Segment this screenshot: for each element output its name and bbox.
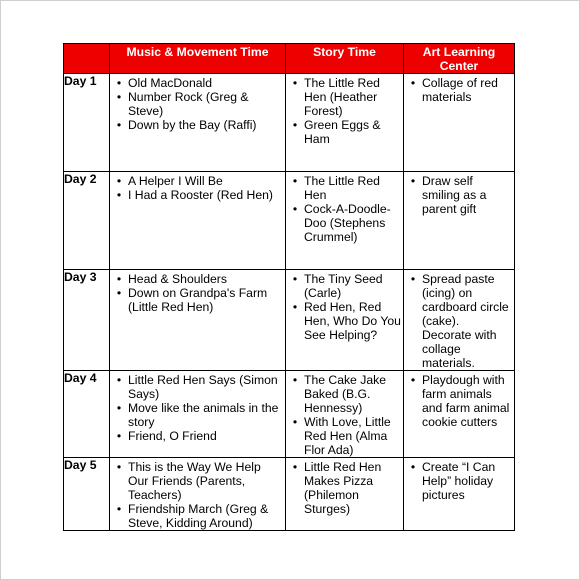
list-item xyxy=(114,90,283,118)
bullet-icon: • xyxy=(116,188,122,202)
bullet-icon: • xyxy=(116,401,122,415)
table-row xyxy=(64,371,515,458)
story-time-cell xyxy=(286,458,404,531)
music-movement-cell xyxy=(110,172,286,270)
art-learning-cell xyxy=(404,270,515,371)
list-item-text: Create “I Can Help” holiday pictures xyxy=(422,460,496,502)
bullet-list xyxy=(286,371,403,457)
bullet-list xyxy=(404,172,514,216)
bullet-list xyxy=(110,458,285,530)
list-item xyxy=(408,174,512,216)
table-body xyxy=(64,74,515,531)
bullet-icon: • xyxy=(116,502,122,516)
bullet-icon: • xyxy=(292,174,298,188)
story-time-cell xyxy=(286,172,404,270)
art-learning-cell xyxy=(404,172,515,270)
bullet-icon: • xyxy=(116,174,122,188)
bullet-icon: • xyxy=(410,174,416,188)
list-item xyxy=(290,300,401,342)
list-item xyxy=(114,272,283,286)
bullet-icon: • xyxy=(292,272,298,286)
list-item xyxy=(114,373,283,401)
bullet-list xyxy=(404,74,514,104)
day-label: Day 5 xyxy=(64,458,110,531)
bullet-icon: • xyxy=(292,118,298,132)
bullet-list xyxy=(286,270,403,342)
bullet-icon: • xyxy=(116,373,122,387)
list-item-text: Friend, O Friend xyxy=(128,429,217,443)
list-item xyxy=(290,76,401,118)
bullet-list xyxy=(404,270,514,370)
list-item-text: Collage of red materials xyxy=(422,76,498,104)
list-item-text: The Cake Jake Baked (B.G. Hennessy) xyxy=(304,373,386,415)
list-item xyxy=(114,286,283,314)
list-item-text: Down on Grandpa's Farm (Little Red Hen) xyxy=(128,286,268,314)
bullet-list xyxy=(286,74,403,146)
story-time-cell xyxy=(286,371,404,458)
list-item xyxy=(408,373,512,429)
list-item-text: Down by the Bay (Raffi) xyxy=(128,118,257,132)
list-item xyxy=(290,272,401,300)
header-music-movement-time: Music & Movement Time xyxy=(110,44,286,74)
bullet-icon: • xyxy=(292,202,298,216)
list-item-text: Head & Shoulders xyxy=(128,272,227,286)
list-item-text: I Had a Rooster (Red Hen) xyxy=(128,188,273,202)
list-item xyxy=(290,415,401,457)
table-header-row xyxy=(64,44,515,74)
list-item-text: Red Hen, Red Hen, Who Do You See Helping? xyxy=(304,300,401,342)
list-item-text: Move like the animals in the story xyxy=(128,401,279,429)
bullet-list xyxy=(110,74,285,132)
list-item-text: Little Red Hen Says (Simon Says) xyxy=(128,373,278,401)
list-item-text: With Love, Little Red Hen (Alma Flor Ada) xyxy=(304,415,391,457)
bullet-icon: • xyxy=(116,90,122,104)
day-label: Day 3 xyxy=(64,270,110,371)
table-row xyxy=(64,458,515,531)
art-learning-cell xyxy=(404,458,515,531)
list-item xyxy=(290,174,401,202)
bullet-icon: • xyxy=(292,373,298,387)
list-item-text: Draw self smiling as a parent gift xyxy=(422,174,487,216)
list-item xyxy=(114,76,283,90)
list-item-text: Friendship March (Greg & Steve, Kidding Around) xyxy=(128,502,269,530)
list-item xyxy=(114,502,283,530)
bullet-icon: • xyxy=(292,460,298,474)
music-movement-cell xyxy=(110,74,286,172)
list-item-text: The Little Red Hen (Heather Forest) xyxy=(304,76,380,118)
list-item xyxy=(114,188,283,202)
list-item-text: The Tiny Seed (Carle) xyxy=(304,272,383,300)
list-item-text: Little Red Hen Makes Pizza (Philemon Sturges) xyxy=(304,460,382,516)
list-item xyxy=(114,118,283,132)
list-item-text: The Little Red Hen xyxy=(304,174,380,202)
list-item xyxy=(114,401,283,429)
bullet-list xyxy=(286,458,403,516)
music-movement-cell xyxy=(110,371,286,458)
bullet-list xyxy=(110,172,285,202)
list-item-text: Old MacDonald xyxy=(128,76,212,90)
bullet-list xyxy=(286,172,403,244)
lesson-plan-table xyxy=(63,43,515,531)
day-label: Day 2 xyxy=(64,172,110,270)
list-item xyxy=(290,373,401,415)
bullet-icon: • xyxy=(116,76,122,90)
bullet-icon: • xyxy=(410,373,416,387)
music-movement-cell xyxy=(110,458,286,531)
day-label: Day 1 xyxy=(64,74,110,172)
list-item-text: Cock-A-Doodle-Doo (Stephens Crummel) xyxy=(304,202,391,244)
header-story-time: Story Time xyxy=(286,44,404,74)
header-day-column xyxy=(64,44,110,74)
list-item xyxy=(408,76,512,104)
list-item xyxy=(290,460,401,516)
list-item xyxy=(114,174,283,188)
list-item xyxy=(290,118,401,146)
art-learning-cell xyxy=(404,74,515,172)
table-row xyxy=(64,270,515,371)
bullet-icon: • xyxy=(116,460,122,474)
bullet-list xyxy=(110,270,285,314)
list-item-text: Number Rock (Greg & Steve) xyxy=(128,90,249,118)
list-item-text: A Helper I Will Be xyxy=(128,174,223,188)
bullet-icon: • xyxy=(116,272,122,286)
header-art-learning-center: Art Learning Center xyxy=(404,44,515,74)
day-label: Day 4 xyxy=(64,371,110,458)
bullet-icon: • xyxy=(410,76,416,90)
bullet-icon: • xyxy=(116,429,122,443)
list-item xyxy=(290,202,401,244)
list-item-text: This is the Way We Help Our Friends (Parents, Teachers) xyxy=(128,460,261,502)
bullet-list xyxy=(404,458,514,502)
bullet-icon: • xyxy=(292,300,298,314)
list-item-text: Green Eggs & Ham xyxy=(304,118,381,146)
bullet-icon: • xyxy=(292,76,298,90)
music-movement-cell xyxy=(110,270,286,371)
list-item-text: Spread paste (icing) on cardboard circle (cake). Decorate with collage materials. xyxy=(422,272,509,370)
list-item-text: Playdough with farm animals and farm animal cookie cutters xyxy=(422,373,510,429)
list-item xyxy=(114,429,283,443)
bullet-list xyxy=(404,371,514,429)
bullet-icon: • xyxy=(292,415,298,429)
table-row xyxy=(64,172,515,270)
bullet-icon: • xyxy=(116,118,122,132)
bullet-list xyxy=(110,371,285,443)
list-item xyxy=(114,460,283,502)
list-item xyxy=(408,460,512,502)
story-time-cell xyxy=(286,74,404,172)
bullet-icon: • xyxy=(410,460,416,474)
list-item xyxy=(408,272,512,370)
art-learning-cell xyxy=(404,371,515,458)
table-row xyxy=(64,74,515,172)
bullet-icon: • xyxy=(410,272,416,286)
story-time-cell xyxy=(286,270,404,371)
bullet-icon: • xyxy=(116,286,122,300)
